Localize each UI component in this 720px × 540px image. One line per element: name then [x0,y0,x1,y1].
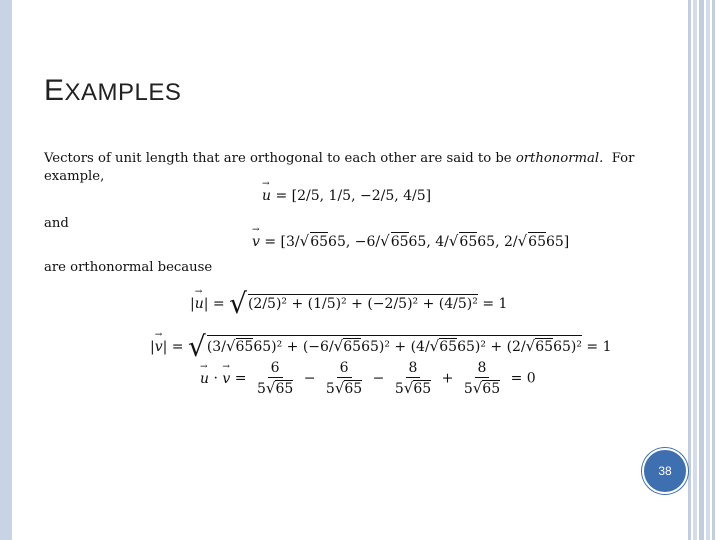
intro-text-after: For example, [44,151,635,184]
vector-u: → u [200,371,209,387]
intro-emphasis: orthonormal. [515,151,604,166]
norm-u-radicand: (2/5)² + (1/5)² + (−2/5)² + (4/5)² [247,296,478,312]
v-part: 65, −6/ [328,234,381,250]
norm-u-equation: |→ u| = √(2/5)² + (1/5)² + (−2/5)² + (4/5)² = 1 [190,287,507,320]
fraction: $\frac{8}{5√65}$ [463,360,501,397]
right-stripe [688,0,691,540]
v-radicand: 65 [390,234,409,250]
right-stripe [699,0,704,540]
v-part: 65, 2/ [477,234,518,250]
v-radicand: 65 [310,234,329,250]
u-definition [262,188,431,204]
v-part: 65, 4/ [408,234,449,250]
title-first-letter: E [44,74,65,107]
vector-u: → u [195,296,204,312]
right-stripe [706,0,710,540]
vector-u: → u [262,188,271,204]
dot-product-equation: → u · → v = $\frac{6}{5√65}$ − $\frac{6}{5√65}$ − $\frac{8}{5√65}$ + $\frac{8}{5√65}$ = 0 [200,360,536,397]
intro-text: Vectors of unit length that are orthogonal to each other are said to be [44,151,512,166]
right-stripe [712,0,715,540]
and-label: and [44,216,69,231]
norm-v-equation: |→ v| = √(3/√6565)² + (−6/√6565)² + (4/√6565)² + (2/√6565)² = 1 [150,330,612,363]
vector-v: → v [222,371,230,387]
v-part: = [3/ [264,234,300,250]
left-accent-bar [0,0,12,540]
v-radicand: 65 [459,234,478,250]
v-part: 65] [545,234,570,250]
norm-v-result: = 1 [586,339,612,355]
norm-u-result: = 1 [482,296,508,312]
vector-v: → v [155,339,163,355]
right-stripe [693,0,697,540]
fraction: $\frac{6}{5√65}$ [325,360,363,397]
intro-paragraph [44,150,644,186]
vector-v: → v [252,234,260,250]
fraction: $\frac{6}{5√65}$ [256,360,294,397]
slide-title [44,74,181,108]
u-components: = [2/5, 1/5, −2/5, 4/5] [275,188,432,204]
because-label: are orthonormal because [44,260,213,275]
norm-v-radicand: (3/√6565)² + (−6/√6565)² + (4/√6565)² + (2/√6565)² [206,337,582,355]
v-definition: → v = [3/√6565, −6/√6565, 4/√6565, 2/√6565] [252,232,569,250]
fraction: $\frac{8}{5√65}$ [394,360,432,397]
v-radicand: 65 [528,234,546,250]
title-rest: XAMPLES [64,79,182,106]
page-number-badge: 38 [642,448,688,494]
dot-result: = 0 [510,370,536,387]
